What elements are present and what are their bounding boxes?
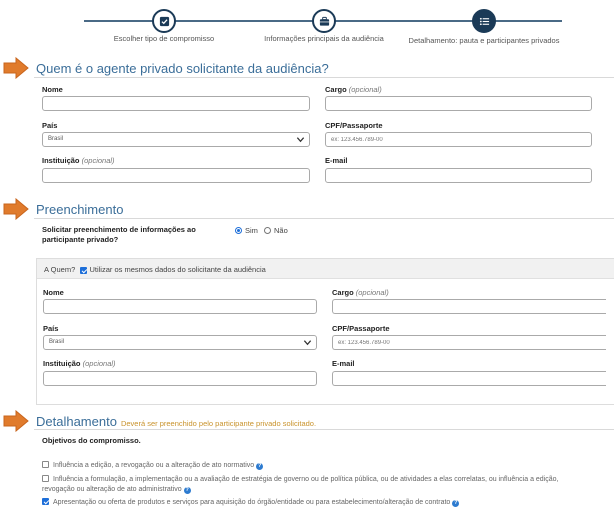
pais-label: País — [42, 121, 58, 130]
panel-pais-label: País — [43, 324, 59, 333]
nome-input[interactable] — [42, 96, 310, 111]
panel-cpf-input[interactable] — [332, 335, 606, 350]
cargo-label: Cargo (opcional) — [325, 85, 382, 94]
instituicao-label: Instituição (opcional) — [42, 156, 115, 165]
objetivo-checkbox[interactable] — [42, 498, 49, 505]
radio-sim-button[interactable] — [235, 227, 242, 234]
radio-sim[interactable] — [235, 226, 258, 235]
panel-pais-select[interactable] — [43, 335, 317, 350]
help-icon[interactable]: ? — [454, 500, 458, 506]
same-data-label: Utilizar os mesmos dados do solicitante da audiência — [89, 265, 266, 274]
arrow-right-icon — [3, 410, 29, 432]
panel-cargo-label: Cargo (opcional) — [332, 288, 389, 297]
radio-nao[interactable] — [264, 226, 288, 235]
divider — [34, 429, 614, 430]
section-title-solicitante: Quem é o agente privado solicitante da audiência? — [36, 61, 329, 76]
panel-cargo-input[interactable] — [332, 299, 606, 314]
panel-nome-label: Nome — [43, 288, 64, 297]
checkbox-icon — [159, 16, 170, 27]
panel-email-label: E-mail — [332, 359, 355, 368]
preenchimento-question: Solicitar preenchimento de informações ao participante privado? — [42, 225, 196, 244]
section-title-detalhamento: Detalhamento Deverá ser preenchido pelo participante privado solicitado. — [36, 414, 317, 429]
objetivo-text: Influência a edição, a revogação ou a alteração de ato normativo — [53, 462, 255, 469]
objetivo-checkbox[interactable] — [42, 475, 49, 482]
email-label: E-mail — [325, 156, 348, 165]
objetivo-item[interactable] — [42, 498, 459, 508]
objetivo-item[interactable] — [42, 461, 263, 471]
same-data-checkbox[interactable] — [80, 267, 87, 274]
cpf-label: CPF/Passaporte — [325, 121, 383, 130]
cargo-input[interactable] — [325, 96, 592, 111]
cpf-input[interactable] — [325, 132, 592, 147]
objetivo-checkbox[interactable] — [42, 461, 49, 468]
panel-instituicao-label: Instituição (opcional) — [43, 359, 116, 368]
arrow-right-icon — [3, 198, 29, 220]
help-icon[interactable]: ? — [258, 463, 262, 469]
panel-header — [37, 259, 614, 279]
panel-cpf-label: CPF/Passaporte — [332, 324, 390, 333]
pais-select[interactable] — [42, 132, 310, 147]
chevron-down-icon — [303, 338, 312, 347]
progress-stepper — [0, 0, 614, 50]
instituicao-input[interactable] — [42, 168, 310, 183]
panel-header-content — [44, 265, 266, 274]
objetivo-text: Influência a formulação, a implementação ou a avaliação de estratégia de governo ou de política pública, ou de atividades a elas correlatas, ou influência a edição, — [53, 476, 559, 483]
detalhamento-note: Deverá ser preenchido pelo participante privado solicitado. — [120, 419, 317, 428]
step-3-circle[interactable] — [472, 9, 496, 33]
objetivo-text: Apresentação ou oferta de produtos e serviços para aquisição do órgão/entidade ou para estabelecimento/alteração de contrato — [53, 499, 451, 506]
pais-select-value: Brasil — [48, 136, 64, 142]
chevron-down-icon — [296, 135, 305, 144]
panel-nome-input[interactable] — [43, 299, 317, 314]
panel-pais-select-value: Brasil — [49, 339, 65, 345]
panel-email-input[interactable] — [332, 371, 606, 386]
divider — [34, 77, 614, 78]
list-icon — [479, 16, 490, 27]
section-title-preenchimento: Preenchimento — [36, 202, 124, 217]
objetivo-item[interactable] — [42, 475, 612, 495]
panel-instituicao-input[interactable] — [43, 371, 317, 386]
step-3-label: Detalhamento: pauta e participantes privados — [408, 36, 560, 45]
nome-label: Nome — [42, 85, 63, 94]
a-quem-label: A Quem? — [44, 265, 76, 274]
divider — [34, 218, 614, 219]
objetivos-label: Objetivos do compromisso. — [42, 436, 141, 445]
radio-nao-label: Não — [274, 226, 288, 235]
arrow-right-icon — [3, 57, 29, 79]
step-2-circle[interactable] — [312, 9, 336, 33]
briefcase-icon — [319, 16, 330, 27]
objetivo-text-cont: revogação ou alteração de ato administrativo — [42, 486, 182, 493]
help-icon[interactable]: ? — [185, 487, 189, 493]
radio-nao-button[interactable] — [264, 227, 271, 234]
step-1-circle[interactable] — [152, 9, 176, 33]
step-2-label: Informações principais da audiência — [264, 34, 384, 43]
step-1-label: Escolher tipo de compromisso — [113, 34, 215, 43]
radio-sim-label: Sim — [245, 226, 258, 235]
email-input[interactable] — [325, 168, 592, 183]
